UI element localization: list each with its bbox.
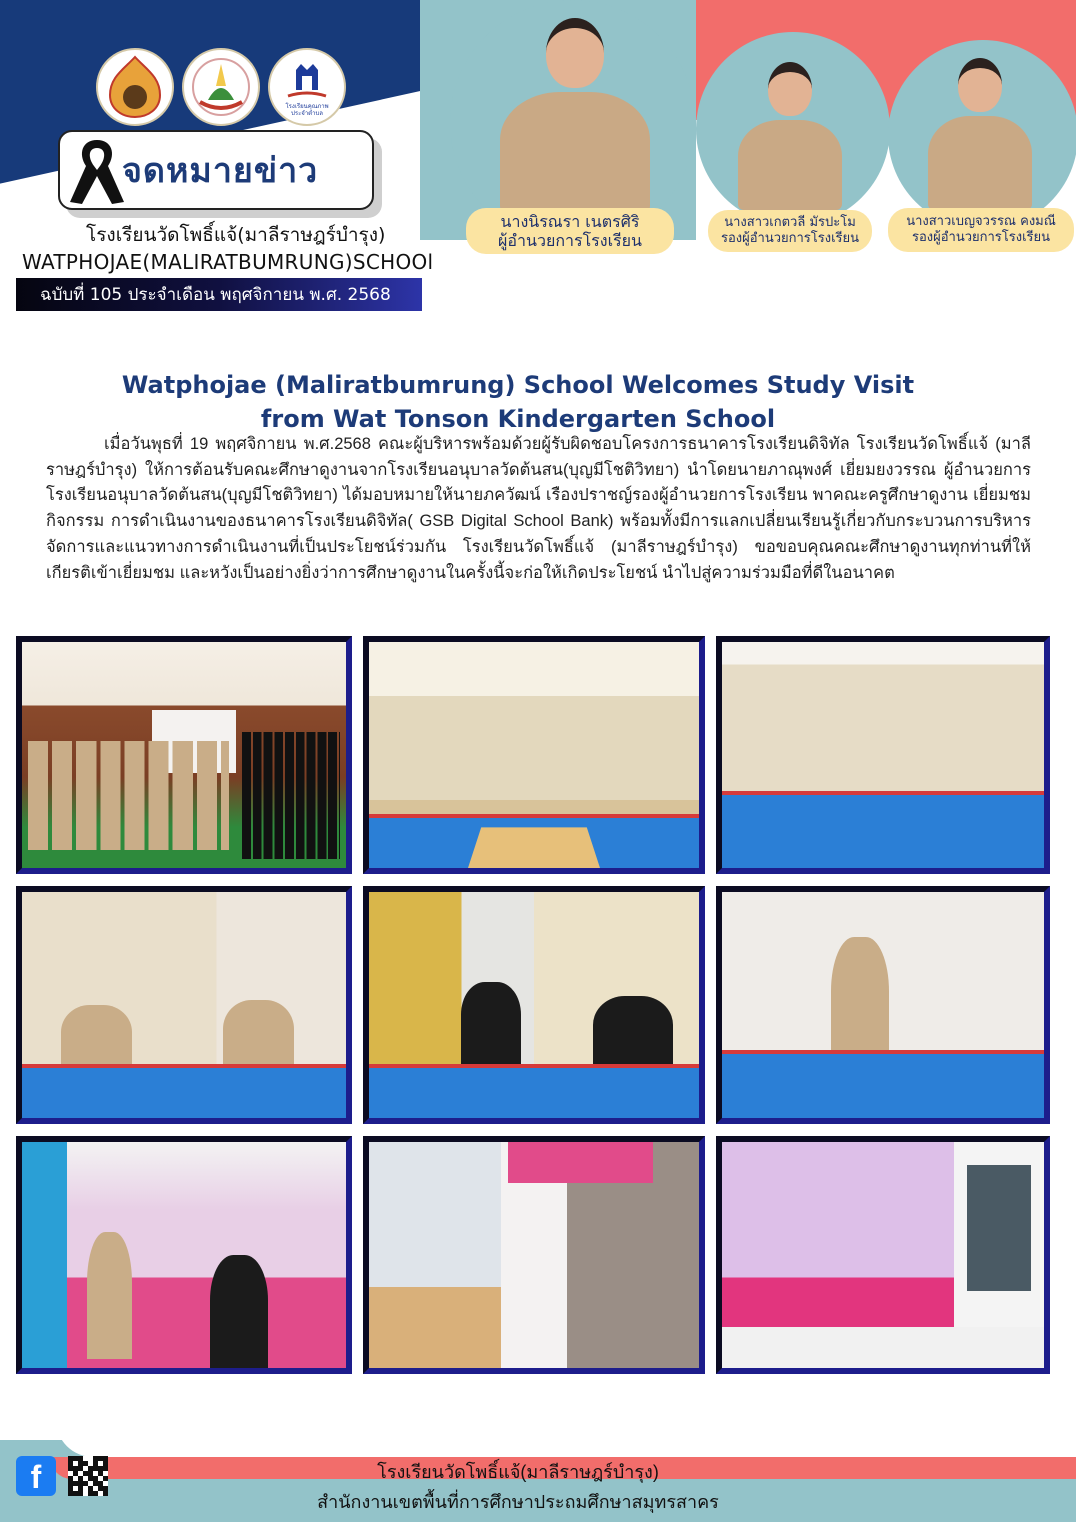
- quality-school-logo-icon: [268, 48, 346, 126]
- headline-line-1: Watphojae (Maliratbumrung) School Welcomes Study Visit: [121, 371, 915, 399]
- footer-school-name: โรงเรียนวัดโพธิ์แจ้(มาลีราษฎร์บำรุง): [377, 1462, 659, 1482]
- namecard-director: [466, 208, 674, 254]
- headline-line-2: from Wat Tonson Kindergarten School: [260, 405, 776, 433]
- staff-name: นางสาวเกตวลี มัรปะโม: [724, 215, 856, 231]
- newsletter-title: จดหมายข่าว: [122, 151, 319, 191]
- article-body: เมื่อวันพุธที่ 19 พฤศจิกายน พ.ศ.2568 คณะผู้บริหารพร้อมด้วยผู้รับผิดชอบโครงการธนาคารโรงเรียนดิจิทัล โรงเรียนวัดโพธิ์แจ้ (มาลีราษฎร์บำรุง) ให้การต้อนรับคณะศึกษาดูงานจากโรงเรียนอนุบาลวัดต้นสน(บุญมีโชติวิทยา) นำโดยนายภาณุพงศ์ เยี่ยมยงวรรณ ผู้อำนวยการโรงเรียนอนุบาลวัดต้นสน(บุญมีโชติวิทยา) ได้มอบหมายให้นายภควัฒน์ เรืองปราชญ์รองผู้อำนวยการโรงเรียน พาคณะครูศึกษาดูงาน เยี่ยมชมกิจกรรม การดำเนินงานของธนาคารโรงเรียนดิจิทัล( GSB Digital School Bank) พร้อมทั้งมีการแลกเปลี่ยนเรียนรู้เกี่ยวกับกระบวนการบริหารจัดการและแนวทางการดำเนินงานที่เป็นประโยชน์ร่วมกัน โรงเรียนวัดโพธิ์แจ้ (มาลีราษฎร์บำรุง) ขอขอบคุณคณะศึกษาดูงานทุกท่านที่ให้เกียรติเข้าเยี่ยมชม และหวังเป็นอย่างยิ่งว่าการศึกษาดูงานในครั้งนี้จะก่อให้เกิดประโยชน์ นำไปสู่ความร่วมมือที่ดีในอนาคต: [46, 435, 1031, 582]
- footer-office-name: สำนักงานเขตพื้นที่การศึกษาประถมศึกษาสมุทรสาคร: [317, 1492, 719, 1512]
- staff-role: ผู้อำนวยการโรงเรียน: [498, 231, 642, 250]
- footer-curve: [56, 1420, 1076, 1457]
- issue-bar: [16, 278, 422, 311]
- photo-5: [363, 886, 705, 1124]
- photo-1: [16, 636, 352, 874]
- svg-text:โรงเรียนคุณภาพ: โรงเรียนคุณภาพ: [285, 103, 329, 110]
- namecard-deputy-1: [708, 210, 872, 252]
- article-headline: [0, 368, 1036, 436]
- school-logo-icon: [182, 48, 260, 126]
- photo-4: [16, 886, 352, 1124]
- school-name-thai: โรงเรียนวัดโพธิ์แจ้(มาลีราษฎร์บำรุง): [86, 224, 386, 246]
- photo-grid: [16, 636, 1050, 1374]
- logo-row: [96, 48, 346, 126]
- photo-7: [16, 1136, 352, 1374]
- photo-6: [716, 886, 1050, 1124]
- photo-2: [363, 636, 705, 874]
- newsletter-title-box: [58, 130, 374, 210]
- svg-text:ประจำตำบล: ประจำตำบล: [291, 110, 323, 117]
- staff-portrait-deputy-1: [738, 62, 842, 210]
- photo-9: [716, 1136, 1050, 1374]
- issue-text: ฉบับที่ 105 ประจำเดือน พฤศจิกายน พ.ศ. 2568: [40, 285, 391, 305]
- staff-name: นางนิรณรา เนตรศิริ: [500, 211, 640, 231]
- facebook-icon[interactable]: f: [16, 1456, 56, 1496]
- staff-portrait-deputy-2: [928, 58, 1032, 210]
- namecard-deputy-2: [888, 208, 1074, 252]
- school-name-english: WATPHOJAE(MALIRATBUMRUNG)SCHOOl: [22, 250, 434, 274]
- photo-3: [716, 636, 1050, 874]
- staff-role: รองผู้อำนวยการโรงเรียน: [720, 231, 860, 246]
- photo-8: [363, 1136, 705, 1374]
- obec-logo-icon: [96, 48, 174, 126]
- staff-role: รองผู้อำนวยการโรงเรียน: [911, 230, 1051, 245]
- staff-name: นางสาวเบญจวรรณ คงมณี: [906, 214, 1056, 230]
- staff-portrait-director: [500, 18, 650, 212]
- mourning-ribbon-icon: [64, 136, 130, 208]
